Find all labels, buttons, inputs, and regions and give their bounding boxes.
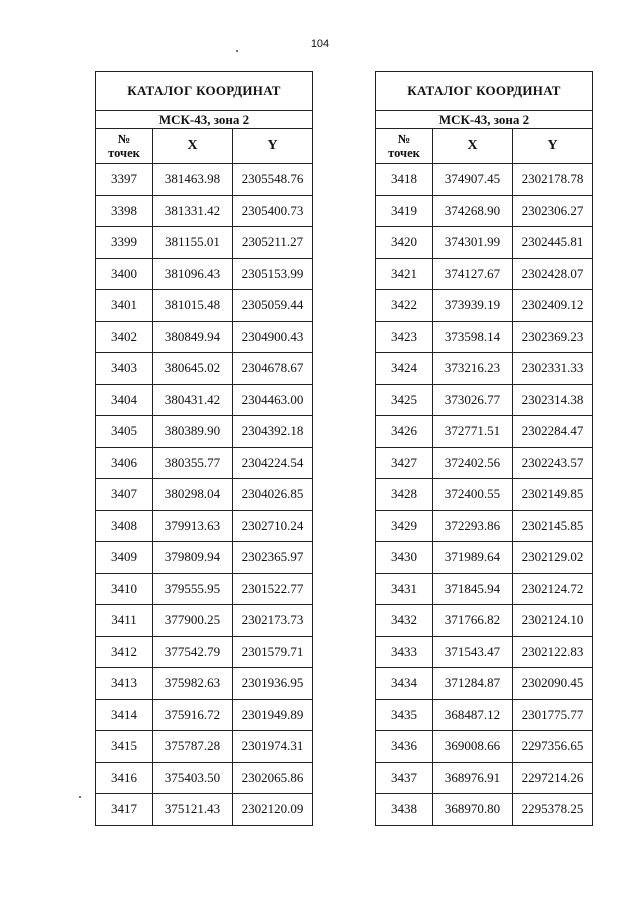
x-coordinate-cell: 377542.79 — [153, 636, 233, 668]
coordinate-rows — [96, 164, 313, 826]
point-number-cell: 3405 — [96, 416, 153, 448]
table-row — [376, 290, 593, 322]
point-number-cell: 3427 — [376, 447, 433, 479]
table-row — [96, 573, 313, 605]
x-coordinate-cell: 379555.95 — [153, 573, 233, 605]
point-number-header-word: точек — [388, 146, 420, 160]
x-coordinate-cell: 381096.43 — [153, 258, 233, 290]
y-coordinate-cell: 2302129.02 — [513, 542, 593, 574]
point-number-cell: 3412 — [96, 636, 153, 668]
point-number-header-symbol: № — [397, 132, 411, 146]
x-coordinate-cell: 373598.14 — [433, 321, 513, 353]
table-row — [376, 668, 593, 700]
table-row — [376, 762, 593, 794]
point-number-cell: 3409 — [96, 542, 153, 574]
table-row — [96, 636, 313, 668]
x-coordinate-cell: 372771.51 — [433, 416, 513, 448]
x-coordinate-cell: 381331.42 — [153, 195, 233, 227]
x-coordinate-cell: 375787.28 — [153, 731, 233, 763]
point-number-cell: 3398 — [96, 195, 153, 227]
table-row — [96, 416, 313, 448]
x-column-header: X — [153, 129, 233, 164]
point-number-cell: 3434 — [376, 668, 433, 700]
x-coordinate-cell: 373939.19 — [433, 290, 513, 322]
y-coordinate-cell: 2302145.85 — [513, 510, 593, 542]
y-coordinate-cell: 2301775.77 — [513, 699, 593, 731]
table-row — [376, 479, 593, 511]
table-row — [376, 321, 593, 353]
table-row — [376, 195, 593, 227]
point-number-cell: 3425 — [376, 384, 433, 416]
point-number-cell: 3438 — [376, 794, 433, 826]
table-row — [96, 479, 313, 511]
y-coordinate-cell: 2297214.26 — [513, 762, 593, 794]
table-row — [96, 699, 313, 731]
y-coordinate-cell: 2302365.97 — [233, 542, 313, 574]
x-coordinate-cell: 375403.50 — [153, 762, 233, 794]
y-coordinate-cell: 2302122.83 — [513, 636, 593, 668]
coordinate-system-zone: МСК-43, зона 2 — [96, 111, 313, 129]
table-row — [376, 510, 593, 542]
y-coordinate-cell: 2302428.07 — [513, 258, 593, 290]
table-row — [376, 227, 593, 259]
scan-speck — [236, 50, 238, 52]
y-coordinate-cell: 2305153.99 — [233, 258, 313, 290]
y-coordinate-cell: 2302065.86 — [233, 762, 313, 794]
x-coordinate-cell: 372400.55 — [433, 479, 513, 511]
x-coordinate-cell: 368976.91 — [433, 762, 513, 794]
x-coordinate-cell: 368487.12 — [433, 699, 513, 731]
x-coordinate-cell: 372293.86 — [433, 510, 513, 542]
point-number-header — [96, 129, 153, 164]
point-number-cell: 3421 — [376, 258, 433, 290]
y-coordinate-cell: 2302306.27 — [513, 195, 593, 227]
x-coordinate-cell: 374907.45 — [433, 164, 513, 196]
point-number-cell: 3426 — [376, 416, 433, 448]
table-row — [96, 447, 313, 479]
y-column-header: Y — [233, 129, 313, 164]
table-row — [376, 731, 593, 763]
y-coordinate-cell: 2304900.43 — [233, 321, 313, 353]
x-coordinate-cell: 373026.77 — [433, 384, 513, 416]
point-number-cell: 3432 — [376, 605, 433, 637]
y-coordinate-cell: 2302124.72 — [513, 573, 593, 605]
y-coordinate-cell: 2302173.73 — [233, 605, 313, 637]
point-number-cell: 3400 — [96, 258, 153, 290]
table-row — [96, 321, 313, 353]
x-coordinate-cell: 375121.43 — [153, 794, 233, 826]
point-number-cell: 3401 — [96, 290, 153, 322]
x-coordinate-cell: 380849.94 — [153, 321, 233, 353]
point-number-cell: 3437 — [376, 762, 433, 794]
x-coordinate-cell: 380645.02 — [153, 353, 233, 385]
table-row — [96, 542, 313, 574]
table-row — [96, 762, 313, 794]
point-number-cell: 3429 — [376, 510, 433, 542]
point-number-cell: 3420 — [376, 227, 433, 259]
y-coordinate-cell: 2302090.45 — [513, 668, 593, 700]
y-coordinate-cell: 2305400.73 — [233, 195, 313, 227]
point-number-cell: 3435 — [376, 699, 433, 731]
point-number-cell: 3423 — [376, 321, 433, 353]
table-row — [96, 290, 313, 322]
y-coordinate-cell: 2302178.78 — [513, 164, 593, 196]
x-coordinate-cell: 372402.56 — [433, 447, 513, 479]
point-number-cell: 3415 — [96, 731, 153, 763]
y-coordinate-cell: 2302120.09 — [233, 794, 313, 826]
x-coordinate-cell: 381155.01 — [153, 227, 233, 259]
x-coordinate-cell: 380431.42 — [153, 384, 233, 416]
x-coordinate-cell: 374301.99 — [433, 227, 513, 259]
table-row — [376, 699, 593, 731]
y-coordinate-cell: 2302445.81 — [513, 227, 593, 259]
coordinate-catalog-table-right — [375, 71, 593, 826]
point-number-cell: 3430 — [376, 542, 433, 574]
x-coordinate-cell: 373216.23 — [433, 353, 513, 385]
x-coordinate-cell: 381463.98 — [153, 164, 233, 196]
table-row — [96, 227, 313, 259]
y-coordinate-cell: 2305059.44 — [233, 290, 313, 322]
y-coordinate-cell: 2295378.25 — [513, 794, 593, 826]
point-number-cell: 3416 — [96, 762, 153, 794]
table-row — [96, 384, 313, 416]
point-number-cell: 3417 — [96, 794, 153, 826]
y-coordinate-cell: 2305548.76 — [233, 164, 313, 196]
point-number-cell: 3436 — [376, 731, 433, 763]
x-coordinate-cell: 375916.72 — [153, 699, 233, 731]
table-row — [96, 605, 313, 637]
y-coordinate-cell: 2302369.23 — [513, 321, 593, 353]
table-row — [376, 605, 593, 637]
point-number-cell: 3403 — [96, 353, 153, 385]
point-number-cell: 3414 — [96, 699, 153, 731]
table-row — [96, 668, 313, 700]
table-row — [376, 353, 593, 385]
point-number-cell: 3419 — [376, 195, 433, 227]
y-coordinate-cell: 2302331.33 — [513, 353, 593, 385]
table-row — [376, 164, 593, 196]
point-number-cell: 3418 — [376, 164, 433, 196]
table-row — [376, 573, 593, 605]
y-coordinate-cell: 2297356.65 — [513, 731, 593, 763]
page-number: 104 — [310, 38, 330, 50]
x-coordinate-cell: 380389.90 — [153, 416, 233, 448]
table-row — [96, 510, 313, 542]
y-coordinate-cell: 2302243.57 — [513, 447, 593, 479]
table-row — [376, 416, 593, 448]
catalog-title: КАТАЛОГ КООРДИНАТ — [96, 72, 313, 111]
y-coordinate-cell: 2301579.71 — [233, 636, 313, 668]
y-coordinate-cell: 2304026.85 — [233, 479, 313, 511]
y-coordinate-cell: 2304224.54 — [233, 447, 313, 479]
table-row — [376, 636, 593, 668]
point-number-header-symbol: № — [117, 132, 131, 146]
point-number-cell: 3408 — [96, 510, 153, 542]
x-column-header: X — [433, 129, 513, 164]
x-coordinate-cell: 379809.94 — [153, 542, 233, 574]
coordinate-system-zone: МСК-43, зона 2 — [376, 111, 593, 129]
table-row — [96, 164, 313, 196]
coordinate-catalog-table-left — [95, 71, 313, 826]
x-coordinate-cell: 379913.63 — [153, 510, 233, 542]
y-column-header: Y — [513, 129, 593, 164]
point-number-cell: 3433 — [376, 636, 433, 668]
x-coordinate-cell: 380355.77 — [153, 447, 233, 479]
catalog-title: КАТАЛОГ КООРДИНАТ — [376, 72, 593, 111]
y-coordinate-cell: 2302149.85 — [513, 479, 593, 511]
point-number-cell: 3406 — [96, 447, 153, 479]
table-row — [376, 258, 593, 290]
table-row — [376, 794, 593, 826]
y-coordinate-cell: 2304678.67 — [233, 353, 313, 385]
y-coordinate-cell: 2302124.10 — [513, 605, 593, 637]
table-row — [96, 195, 313, 227]
x-coordinate-cell: 368970.80 — [433, 794, 513, 826]
point-number-cell: 3413 — [96, 668, 153, 700]
point-number-cell: 3399 — [96, 227, 153, 259]
table-row — [376, 542, 593, 574]
x-coordinate-cell: 371284.87 — [433, 668, 513, 700]
x-coordinate-cell: 374268.90 — [433, 195, 513, 227]
y-coordinate-cell: 2302710.24 — [233, 510, 313, 542]
table-row — [96, 794, 313, 826]
point-number-header-word: точек — [108, 146, 140, 160]
y-coordinate-cell: 2301522.77 — [233, 573, 313, 605]
y-coordinate-cell: 2302409.12 — [513, 290, 593, 322]
point-number-cell: 3402 — [96, 321, 153, 353]
point-number-cell: 3431 — [376, 573, 433, 605]
table-row — [96, 353, 313, 385]
point-number-header — [376, 129, 433, 164]
x-coordinate-cell: 380298.04 — [153, 479, 233, 511]
x-coordinate-cell: 371989.64 — [433, 542, 513, 574]
point-number-cell: 3411 — [96, 605, 153, 637]
y-coordinate-cell: 2304392.18 — [233, 416, 313, 448]
x-coordinate-cell: 381015.48 — [153, 290, 233, 322]
y-coordinate-cell: 2301936.95 — [233, 668, 313, 700]
table-row — [96, 731, 313, 763]
y-coordinate-cell: 2305211.27 — [233, 227, 313, 259]
scan-speck — [79, 796, 81, 798]
point-number-cell: 3397 — [96, 164, 153, 196]
x-coordinate-cell: 371543.47 — [433, 636, 513, 668]
x-coordinate-cell: 371766.82 — [433, 605, 513, 637]
table-row — [96, 258, 313, 290]
table-row — [376, 384, 593, 416]
x-coordinate-cell: 369008.66 — [433, 731, 513, 763]
x-coordinate-cell: 377900.25 — [153, 605, 233, 637]
point-number-cell: 3410 — [96, 573, 153, 605]
y-coordinate-cell: 2302284.47 — [513, 416, 593, 448]
y-coordinate-cell: 2301974.31 — [233, 731, 313, 763]
point-number-cell: 3424 — [376, 353, 433, 385]
y-coordinate-cell: 2301949.89 — [233, 699, 313, 731]
point-number-cell: 3428 — [376, 479, 433, 511]
x-coordinate-cell: 375982.63 — [153, 668, 233, 700]
x-coordinate-cell: 374127.67 — [433, 258, 513, 290]
table-row — [376, 447, 593, 479]
y-coordinate-cell: 2302314.38 — [513, 384, 593, 416]
y-coordinate-cell: 2304463.00 — [233, 384, 313, 416]
point-number-cell: 3407 — [96, 479, 153, 511]
point-number-cell: 3404 — [96, 384, 153, 416]
point-number-cell: 3422 — [376, 290, 433, 322]
x-coordinate-cell: 371845.94 — [433, 573, 513, 605]
coordinate-rows — [376, 164, 593, 826]
